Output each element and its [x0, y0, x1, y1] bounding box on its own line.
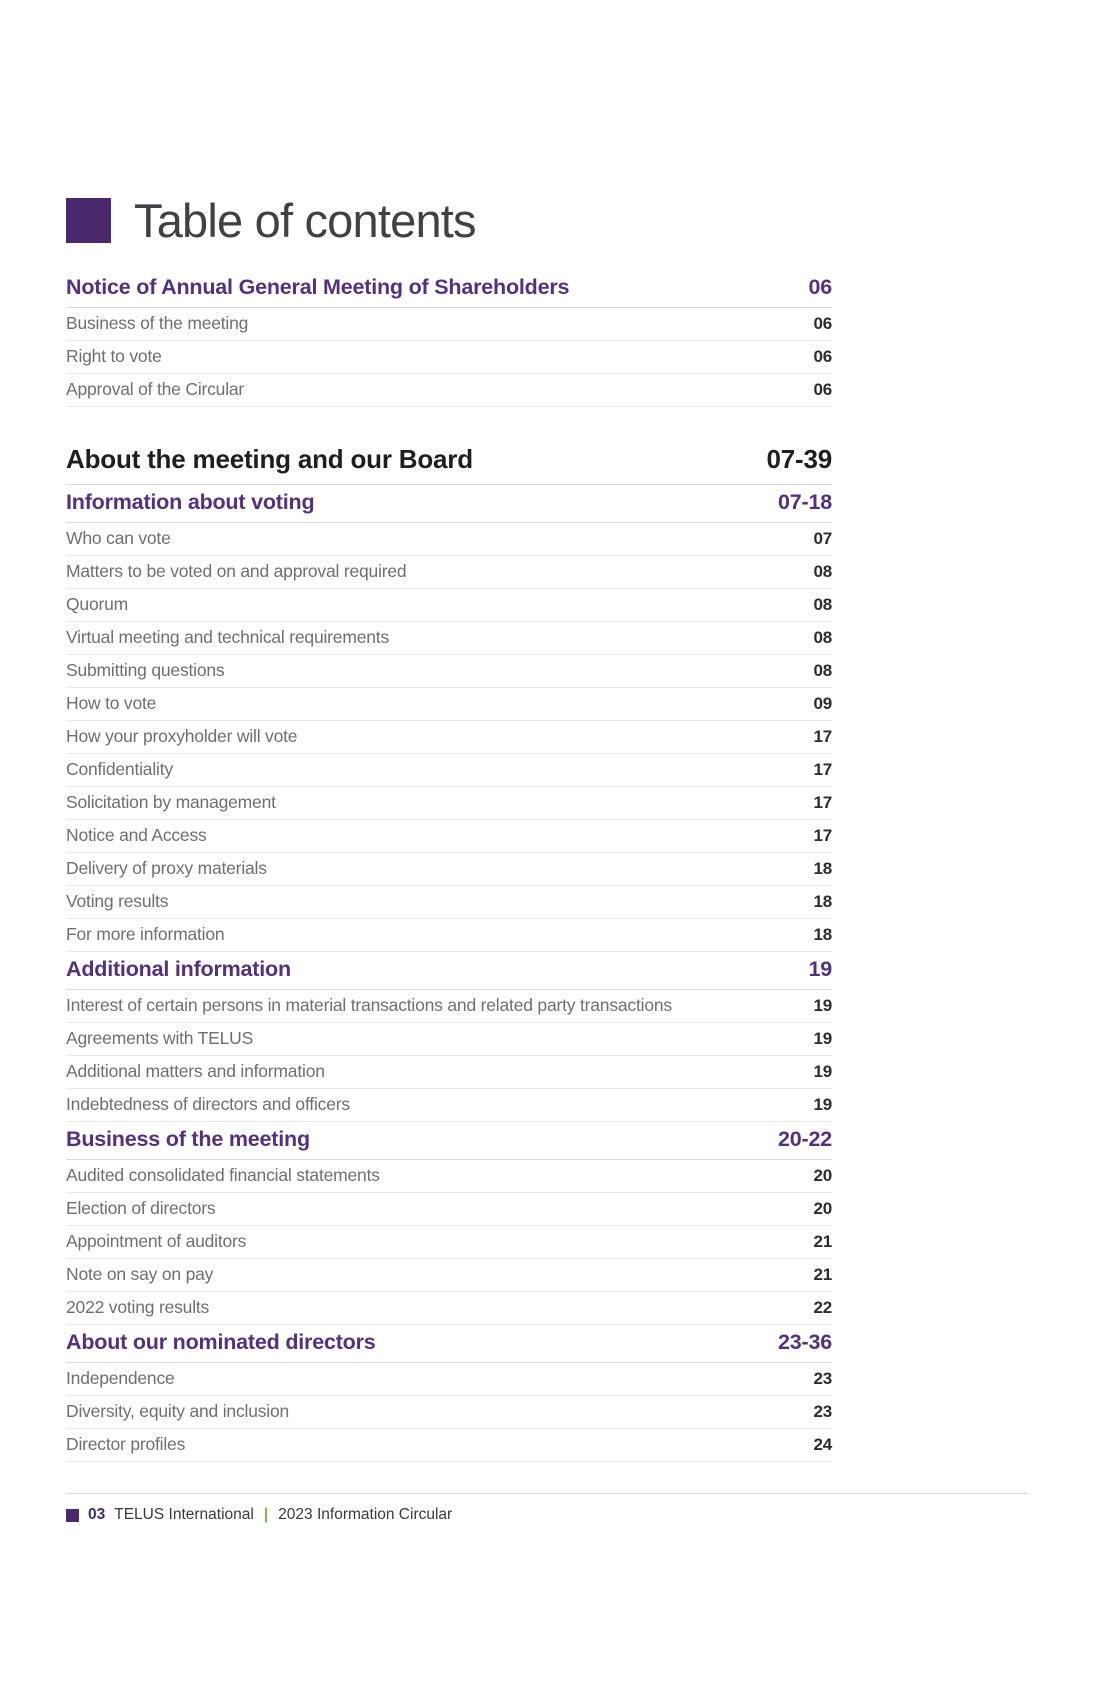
toc-entry-label: Diversity, equity and inclusion: [66, 1401, 290, 1421]
toc-entry[interactable]: [66, 1193, 832, 1226]
toc-entry-label: Notice and Access: [66, 825, 207, 845]
footer-company-name: TELUS International: [114, 1506, 254, 1523]
footer-purple-square-icon: [66, 1509, 79, 1522]
toc-entry-label: Right to vote: [66, 346, 162, 366]
toc-entry-page-number: 07-39: [766, 444, 832, 474]
toc-entry-page-number: 18: [813, 859, 832, 878]
toc-entry-page-number: 09: [813, 694, 832, 713]
toc-entry[interactable]: [66, 886, 832, 919]
purple-square-icon: [66, 198, 111, 243]
toc-entry[interactable]: [66, 853, 832, 886]
toc-entry-page-number: 06: [813, 380, 832, 399]
footer-page-number: 03: [88, 1506, 106, 1523]
toc-entry-page-number: 21: [813, 1232, 832, 1251]
toc-entry-label: Additional information: [66, 957, 291, 981]
toc-entry[interactable]: [66, 1089, 832, 1122]
footer-separator: |: [263, 1506, 269, 1523]
toc-entry-label: Confidentiality: [66, 759, 173, 779]
toc-entry-label: Note on say on pay: [66, 1264, 214, 1284]
toc-entry-page-number: 19: [813, 1095, 832, 1114]
toc-entry-page-number: 07-18: [778, 490, 832, 514]
toc-entry-page-number: 22: [813, 1298, 832, 1317]
toc-entry-label: Election of directors: [66, 1198, 216, 1218]
toc-entry-page-number: 24: [813, 1435, 832, 1454]
toc-entry-label: Information about voting: [66, 490, 315, 514]
toc-entry-label: Indebtedness of directors and officers: [66, 1094, 350, 1114]
toc-entry-page-number: 23: [813, 1402, 832, 1421]
toc-entry[interactable]: [66, 990, 832, 1023]
toc-entry-label: Delivery of proxy materials: [66, 858, 267, 878]
toc-entry-page-number: 18: [813, 892, 832, 911]
toc-entry-label: How to vote: [66, 693, 157, 713]
toc-entry[interactable]: [66, 1396, 832, 1429]
toc-entry-label: Interest of certain persons in material transactions and related party transactions: [66, 995, 672, 1015]
toc-entry[interactable]: [66, 374, 832, 407]
toc-entry-page-number: 08: [813, 595, 832, 614]
toc-entry-page-number: 23: [813, 1369, 832, 1388]
toc-entry-label: Business of the meeting: [66, 1127, 310, 1151]
toc-entry-label: Independence: [66, 1368, 175, 1388]
page-footer: [66, 1506, 452, 1524]
toc-entry-label: 2022 voting results: [66, 1297, 210, 1317]
toc-entry[interactable]: [66, 721, 832, 754]
toc-entry-page-number: 08: [813, 562, 832, 581]
toc-entry-page-number: 19: [813, 1029, 832, 1048]
toc-entry[interactable]: [66, 556, 832, 589]
footer-document-name: 2023 Information Circular: [278, 1506, 453, 1523]
toc-entry-label: Quorum: [66, 594, 129, 614]
toc-entry-label: For more information: [66, 924, 225, 944]
toc-entry-page-number: 06: [808, 275, 832, 299]
toc-entry[interactable]: [66, 919, 832, 952]
toc-entry[interactable]: [66, 622, 832, 655]
toc-entry-page-number: 08: [813, 661, 832, 680]
toc-entry[interactable]: [66, 523, 832, 556]
toc-entry-page-number: 08: [813, 628, 832, 647]
toc-entry-label: Audited consolidated financial statements: [66, 1165, 380, 1185]
toc-section-heading[interactable]: [66, 1122, 832, 1160]
toc-entry[interactable]: [66, 1429, 832, 1462]
toc-entry[interactable]: [66, 1292, 832, 1325]
toc-entry-label: Appointment of auditors: [66, 1231, 247, 1251]
toc-entry[interactable]: [66, 1226, 832, 1259]
toc-entry-label: About our nominated directors: [66, 1330, 376, 1354]
toc-entry-label: About the meeting and our Board: [66, 444, 473, 474]
toc-entry-page-number: 18: [813, 925, 832, 944]
toc-entry-page-number: 06: [813, 347, 832, 366]
toc-entry[interactable]: [66, 1363, 832, 1396]
toc-section-heading[interactable]: [66, 270, 832, 308]
toc-entry-page-number: 17: [813, 727, 832, 746]
toc-entry-label: Director profiles: [66, 1434, 186, 1454]
toc-list: [66, 270, 832, 1462]
toc-entry-page-number: 17: [813, 793, 832, 812]
toc-entry-label: Business of the meeting: [66, 313, 249, 333]
toc-entry[interactable]: [66, 308, 832, 341]
toc-entry-page-number: 23-36: [778, 1330, 832, 1354]
toc-entry-page-number: 19: [813, 996, 832, 1015]
page-title: Table of contents: [134, 194, 476, 247]
toc-entry[interactable]: [66, 589, 832, 622]
toc-entry-label: Matters to be voted on and approval required: [66, 561, 407, 581]
toc-entry[interactable]: [66, 820, 832, 853]
toc-entry[interactable]: [66, 341, 832, 374]
toc-entry-page-number: 17: [813, 760, 832, 779]
toc-entry-label: Who can vote: [66, 528, 171, 548]
toc-section-heading[interactable]: [66, 427, 832, 485]
toc-entry-page-number: 19: [813, 1062, 832, 1081]
toc-entry-label: Approval of the Circular: [66, 379, 245, 399]
toc-entry-page-number: 07: [813, 529, 832, 548]
toc-entry-page-number: 06: [813, 314, 832, 333]
toc-entry-label: Agreements with TELUS: [66, 1028, 254, 1048]
toc-section-heading[interactable]: [66, 485, 832, 523]
toc-entry[interactable]: [66, 1056, 832, 1089]
page-title-block: [66, 196, 476, 245]
toc-entry[interactable]: [66, 754, 832, 787]
toc-entry-page-number: 20: [813, 1199, 832, 1218]
toc-entry-page-number: 20: [813, 1166, 832, 1185]
toc-section-heading[interactable]: [66, 1325, 832, 1363]
toc-entry-page-number: 19: [808, 957, 832, 981]
toc-entry-label: Notice of Annual General Meeting of Shareholders: [66, 275, 570, 299]
toc-section-heading[interactable]: [66, 952, 832, 990]
toc-entry-page-number: 20-22: [778, 1127, 832, 1151]
toc-entry[interactable]: [66, 1160, 832, 1193]
toc-entry-label: Submitting questions: [66, 660, 225, 680]
toc-entry-label: Solicitation by management: [66, 792, 276, 812]
toc-entry[interactable]: [66, 787, 832, 820]
toc-entry[interactable]: [66, 688, 832, 721]
toc-entry-page-number: 17: [813, 826, 832, 845]
toc-entry-label: Virtual meeting and technical requirements: [66, 627, 389, 647]
toc-entry-label: Additional matters and information: [66, 1061, 325, 1081]
toc-entry[interactable]: [66, 1023, 832, 1056]
toc-entry[interactable]: [66, 655, 832, 688]
toc-entry-page-number: 21: [813, 1265, 832, 1284]
footer-divider: [66, 1493, 1028, 1494]
toc-entry-label: How your proxyholder will vote: [66, 726, 298, 746]
toc-entry[interactable]: [66, 1259, 832, 1292]
toc-entry-label: Voting results: [66, 891, 169, 911]
